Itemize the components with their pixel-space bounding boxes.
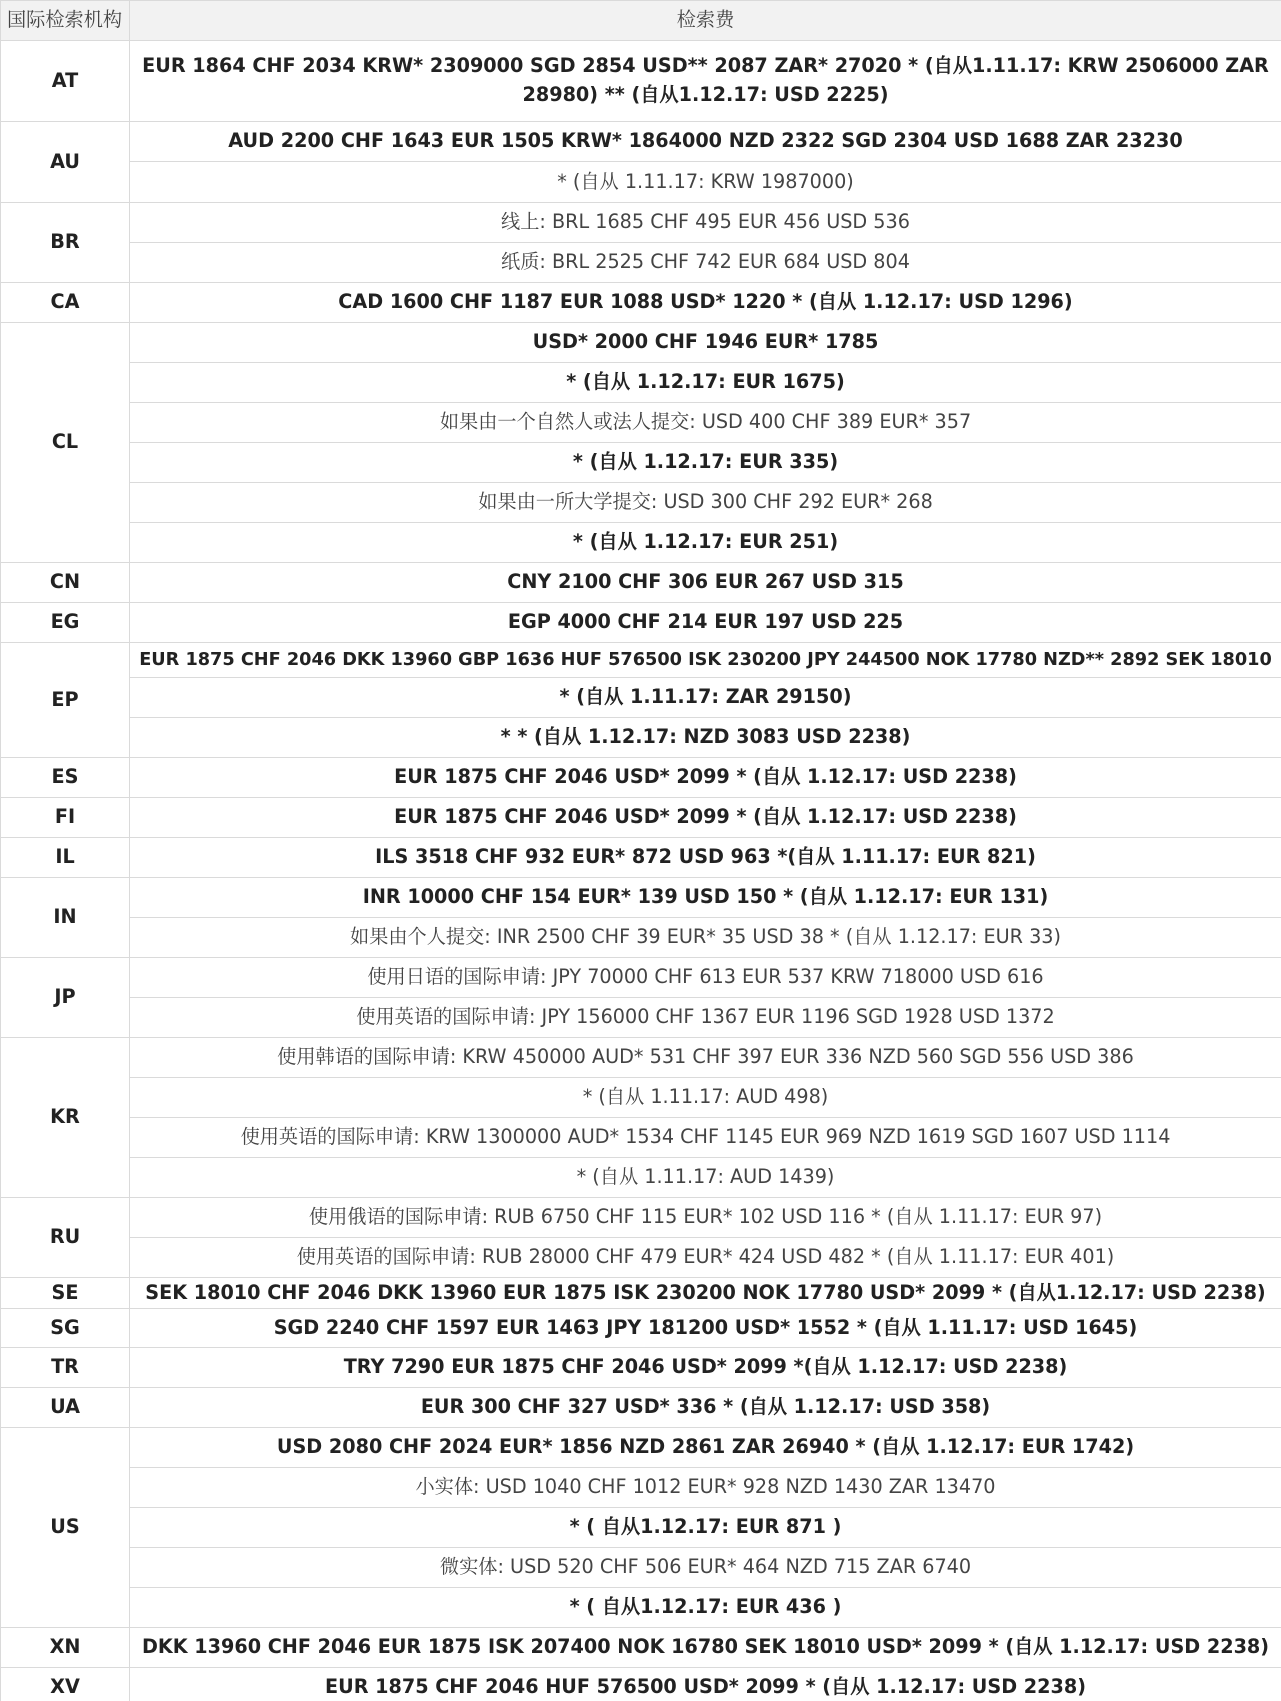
fee-line: * (自从 1.11.17: AUD 1439) (130, 1158, 1281, 1198)
fee-line: * (自从 1.12.17: EUR 1675) (130, 363, 1281, 403)
table-row (1, 758, 1281, 798)
fee-line: ILS 3518 CHF 932 EUR* 872 USD 963 *(自从 1.11.17: EUR 821) (130, 838, 1281, 878)
fee-line: 如果由一个自然人或法人提交: USD 400 CHF 389 EUR* 357 (130, 403, 1281, 443)
table-row (1, 643, 1281, 678)
authority-code: IL (1, 838, 130, 878)
table-row (1, 1668, 1281, 1701)
table-row (1, 1238, 1281, 1278)
table-row (1, 678, 1281, 718)
table-row (1, 283, 1281, 323)
table-row (1, 718, 1281, 758)
table-row (1, 878, 1281, 918)
fee-line: * (自从 1.12.17: EUR 335) (130, 443, 1281, 483)
fee-line: DKK 13960 CHF 2046 EUR 1875 ISK 207400 NOK 16780 SEK 18010 USD* 2099 * (自从 1.12.17: USD 2238) (130, 1628, 1281, 1668)
fee-line: TRY 7290 EUR 1875 CHF 2046 USD* 2099 *(自从 1.12.17: USD 2238) (130, 1348, 1281, 1388)
fee-line: CAD 1600 CHF 1187 EUR 1088 USD* 1220 * (自从 1.12.17: USD 1296) (130, 283, 1281, 323)
authority-code: SG (1, 1309, 130, 1348)
table-row (1, 122, 1281, 162)
table-row (1, 998, 1281, 1038)
authority-code: US (1, 1428, 130, 1628)
table-row (1, 1388, 1281, 1428)
fee-line: 如果由个人提交: INR 2500 CHF 39 EUR* 35 USD 38 * (自从 1.12.17: EUR 33) (130, 918, 1281, 958)
table-row (1, 1309, 1281, 1348)
authority-code: RU (1, 1198, 130, 1278)
authority-code: JP (1, 958, 130, 1038)
fee-line: 使用英语的国际申请: JPY 156000 CHF 1367 EUR 1196 SGD 1928 USD 1372 (130, 998, 1281, 1038)
fee-line: USD 2080 CHF 2024 EUR* 1856 NZD 2861 ZAR 26940 * (自从 1.12.17: EUR 1742) (130, 1428, 1281, 1468)
table-row (1, 403, 1281, 443)
authority-code: CN (1, 563, 130, 603)
table-row (1, 203, 1281, 243)
fee-line: SEK 18010 CHF 2046 DKK 13960 EUR 1875 ISK 230200 NOK 17780 USD* 2099 * (自从1.12.17: USD 2238) (130, 1278, 1281, 1309)
fee-line: * ( 自从1.12.17: EUR 436 ) (130, 1588, 1281, 1628)
fee-line: * (自从 1.11.17: KRW 1987000) (130, 162, 1281, 203)
fee-line: EUR 1875 CHF 2046 USD* 2099 * (自从 1.12.17: USD 2238) (130, 758, 1281, 798)
table-row (1, 1468, 1281, 1508)
fee-line: 使用俄语的国际申请: RUB 6750 CHF 115 EUR* 102 USD 116 * (自从 1.11.17: EUR 97) (130, 1198, 1281, 1238)
authority-code: EP (1, 643, 130, 758)
fee-line: EUR 1875 CHF 2046 HUF 576500 USD* 2099 * (自从 1.12.17: USD 2238) (130, 1668, 1281, 1701)
table-row (1, 1548, 1281, 1588)
fee-line: CNY 2100 CHF 306 EUR 267 USD 315 (130, 563, 1281, 603)
table-row (1, 1038, 1281, 1078)
fee-column-header: 检索费 (130, 1, 1281, 41)
table-row (1, 1278, 1281, 1309)
table-row (1, 483, 1281, 523)
fee-line: 使用英语的国际申请: RUB 28000 CHF 479 EUR* 424 USD 482 * (自从 1.11.17: EUR 401) (130, 1238, 1281, 1278)
table-row (1, 603, 1281, 643)
table-row (1, 243, 1281, 283)
table-row (1, 1628, 1281, 1668)
fee-line: 使用韩语的国际申请: KRW 450000 AUD* 531 CHF 397 EUR 336 NZD 560 SGD 556 USD 386 (130, 1038, 1281, 1078)
fee-line: INR 10000 CHF 154 EUR* 139 USD 150 * (自从 1.12.17: EUR 131) (130, 878, 1281, 918)
table-row (1, 363, 1281, 403)
table-row (1, 1428, 1281, 1468)
fee-line: * ( 自从1.12.17: EUR 871 ) (130, 1508, 1281, 1548)
table-row (1, 918, 1281, 958)
table-row (1, 523, 1281, 563)
authority-code: BR (1, 203, 130, 283)
table-row (1, 1158, 1281, 1198)
table-row (1, 1588, 1281, 1628)
authority-code: XV (1, 1668, 130, 1701)
fee-line: EUR 1875 CHF 2046 USD* 2099 * (自从 1.12.17: USD 2238) (130, 798, 1281, 838)
table-row (1, 1198, 1281, 1238)
fee-line: 如果由一所大学提交: USD 300 CHF 292 EUR* 268 (130, 483, 1281, 523)
fee-line: * * (自从 1.12.17: NZD 3083 USD 2238) (130, 718, 1281, 758)
fee-line: SGD 2240 CHF 1597 EUR 1463 JPY 181200 USD* 1552 * (自从 1.11.17: USD 1645) (130, 1309, 1281, 1348)
fee-line: EGP 4000 CHF 214 EUR 197 USD 225 (130, 603, 1281, 643)
authority-code: SE (1, 1278, 130, 1309)
authority-code: IN (1, 878, 130, 958)
fee-line: 线上: BRL 1685 CHF 495 EUR 456 USD 536 (130, 203, 1281, 243)
fee-line: * (自从 1.12.17: EUR 251) (130, 523, 1281, 563)
table-row (1, 323, 1281, 363)
fee-line: AUD 2200 CHF 1643 EUR 1505 KRW* 1864000 NZD 2322 SGD 2304 USD 1688 ZAR 23230 (130, 122, 1281, 162)
authority-column-header: 国际检索机构 (1, 1, 130, 41)
fee-line: 小实体: USD 1040 CHF 1012 EUR* 928 NZD 1430 ZAR 13470 (130, 1468, 1281, 1508)
authority-code: AU (1, 122, 130, 203)
authority-code: TR (1, 1348, 130, 1388)
fee-line: 使用日语的国际申请: JPY 70000 CHF 613 EUR 537 KRW 718000 USD 616 (130, 958, 1281, 998)
authority-code: UA (1, 1388, 130, 1428)
fee-line: USD* 2000 CHF 1946 EUR* 1785 (130, 323, 1281, 363)
authority-code: KR (1, 1038, 130, 1198)
table-row (1, 162, 1281, 203)
fee-line: * (自从 1.11.17: ZAR 29150) (130, 678, 1281, 718)
authority-code: FI (1, 798, 130, 838)
fee-line: EUR 1864 CHF 2034 KRW* 2309000 SGD 2854 USD** 2087 ZAR* 27020 * (自从1.11.17: KRW 2506000 ZAR 28980) ** (自从1.12.17: USD 2225) (130, 41, 1281, 122)
fee-line: 微实体: USD 520 CHF 506 EUR* 464 NZD 715 ZAR 6740 (130, 1548, 1281, 1588)
fee-line: 使用英语的国际申请: KRW 1300000 AUD* 1534 CHF 1145 EUR 969 NZD 1619 SGD 1607 USD 1114 (130, 1118, 1281, 1158)
table-row (1, 1078, 1281, 1118)
fee-line: 纸质: BRL 2525 CHF 742 EUR 684 USD 804 (130, 243, 1281, 283)
table-header-row (1, 1, 1281, 41)
authority-code: XN (1, 1628, 130, 1668)
table-row (1, 958, 1281, 998)
authority-code: EG (1, 603, 130, 643)
table-row (1, 1348, 1281, 1388)
table-row (1, 1508, 1281, 1548)
fee-line: EUR 1875 CHF 2046 DKK 13960 GBP 1636 HUF 576500 ISK 230200 JPY 244500 NOK 17780 NZD** 2892 SEK 18010 (130, 643, 1281, 678)
fee-line: EUR 300 CHF 327 USD* 336 * (自从 1.12.17: USD 358) (130, 1388, 1281, 1428)
table-row (1, 41, 1281, 122)
table-row (1, 798, 1281, 838)
authority-code: CA (1, 283, 130, 323)
authority-code: AT (1, 41, 130, 122)
table-row (1, 1118, 1281, 1158)
fee-line: * (自从 1.11.17: AUD 498) (130, 1078, 1281, 1118)
table-row (1, 443, 1281, 483)
table-row (1, 838, 1281, 878)
authority-code: CL (1, 323, 130, 563)
authority-code: ES (1, 758, 130, 798)
table-row (1, 563, 1281, 603)
